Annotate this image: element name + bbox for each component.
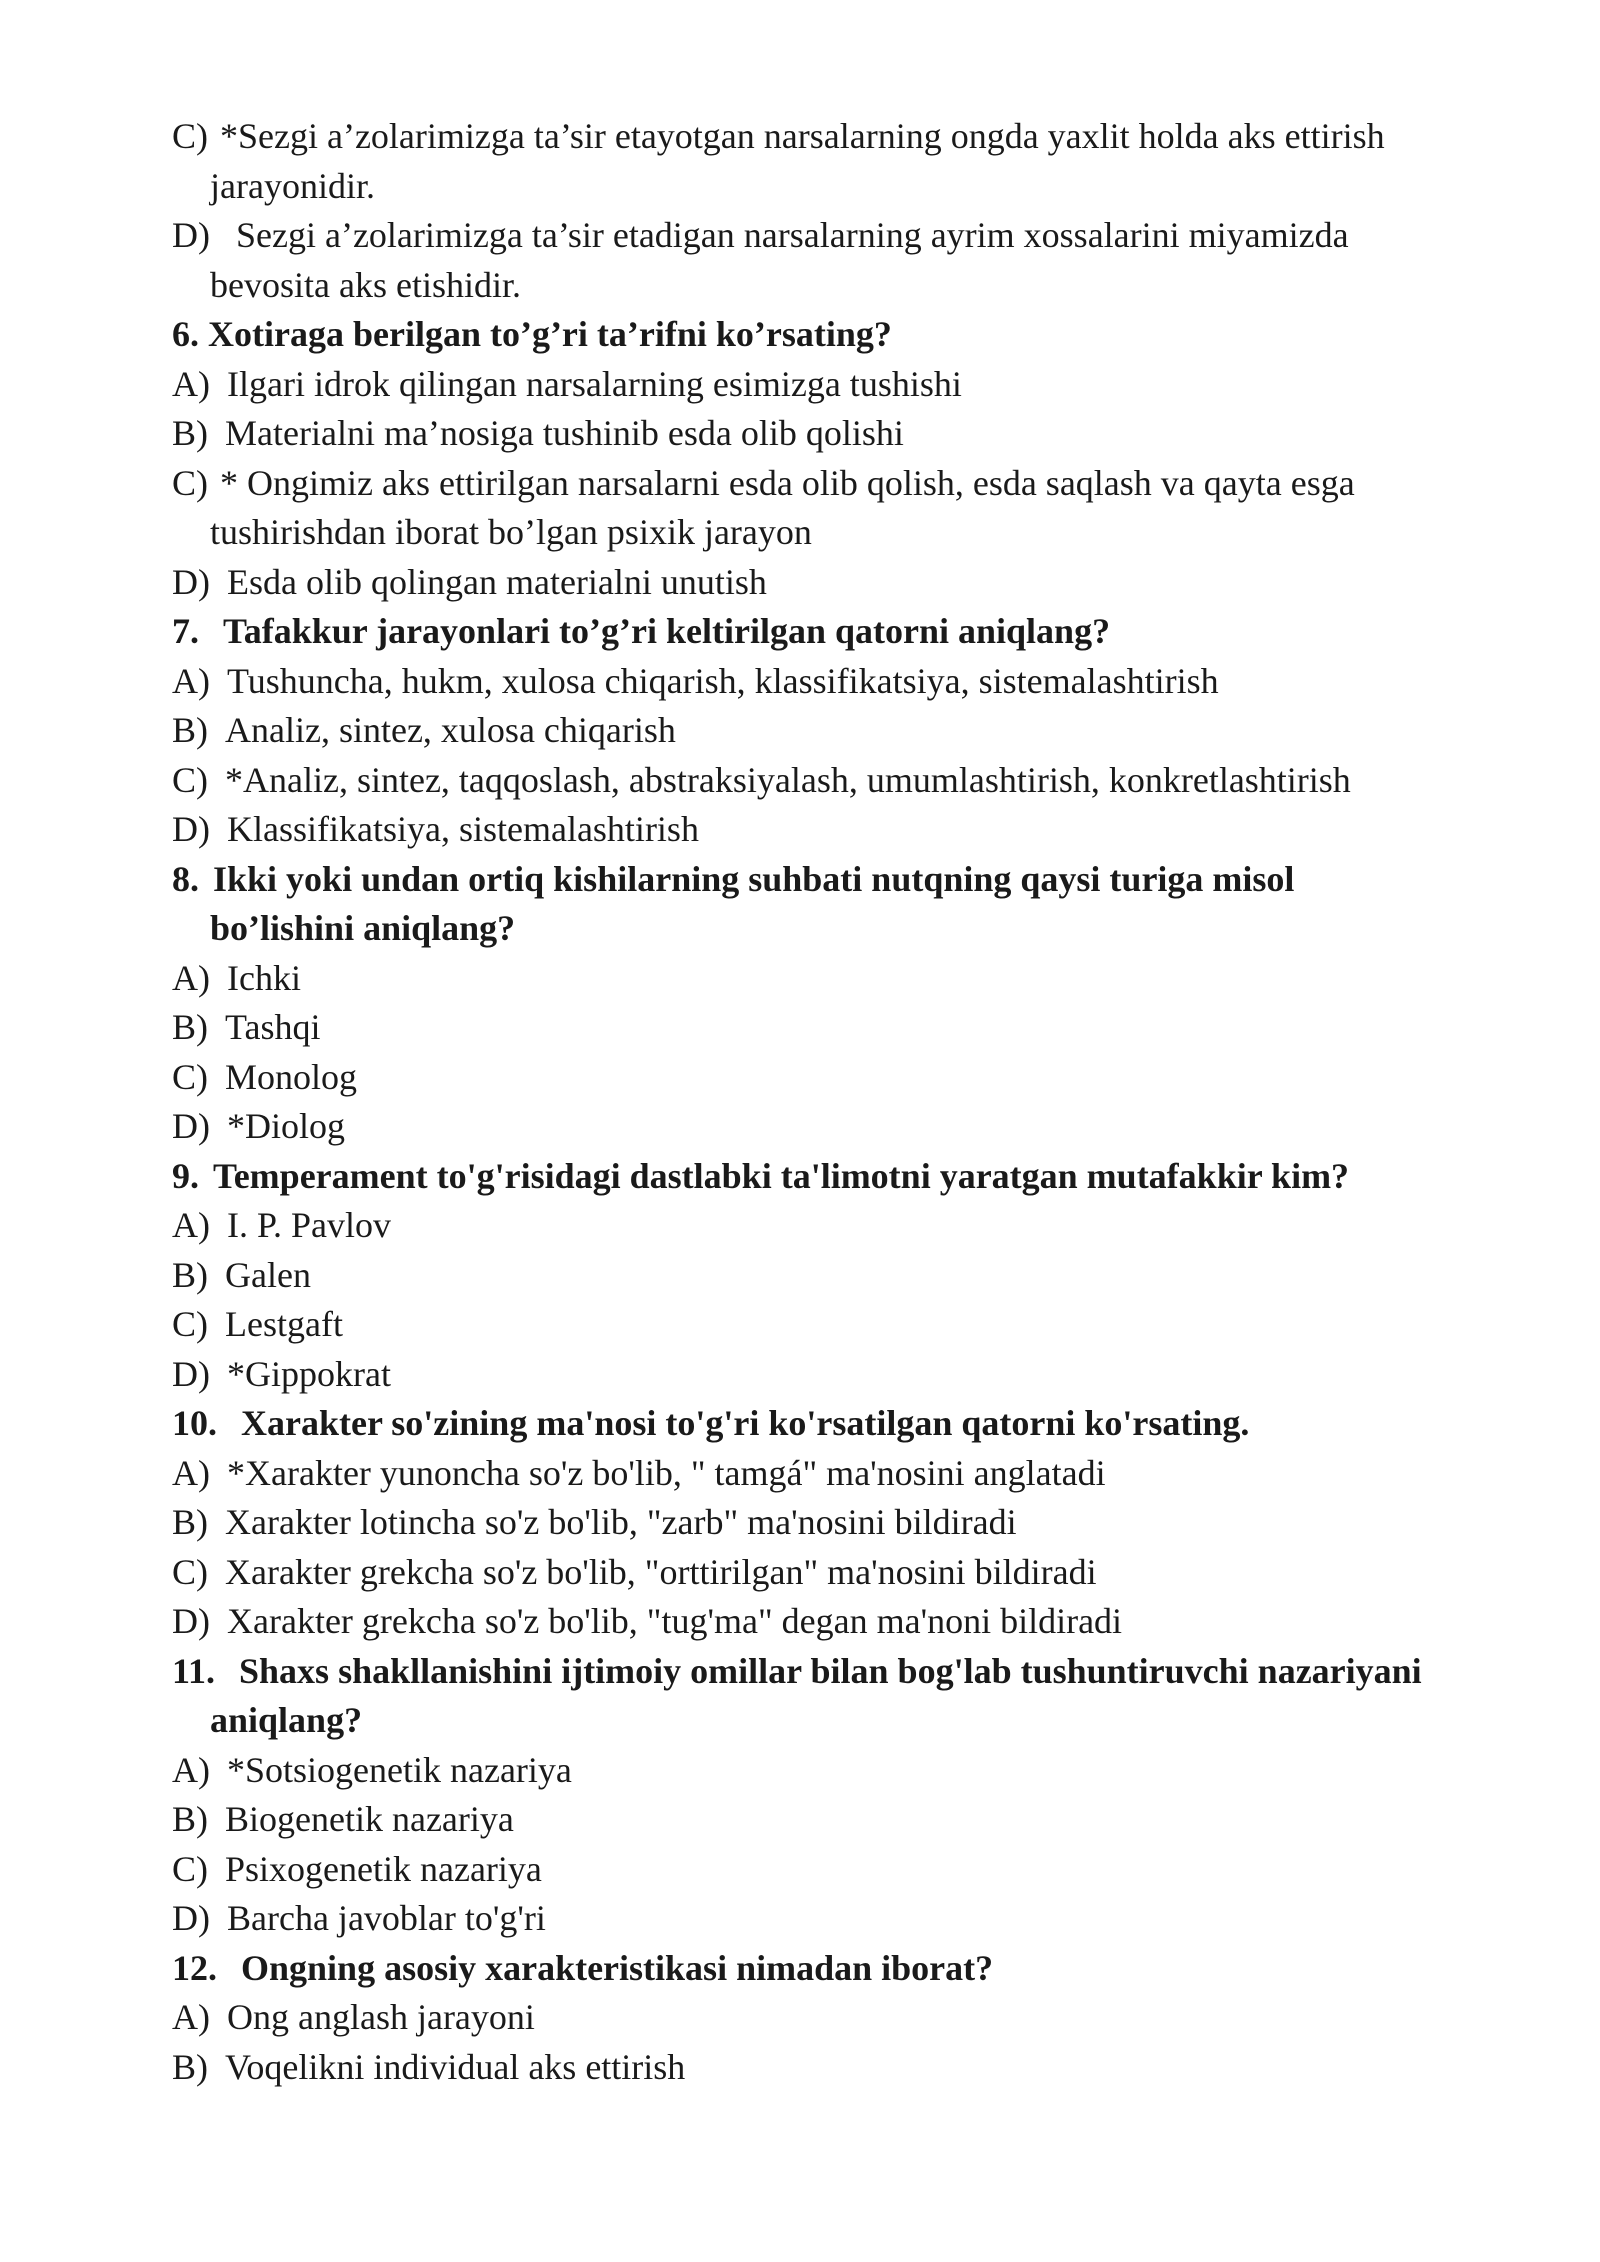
option-text: Galen bbox=[225, 1254, 311, 1295]
option-letter: C) bbox=[172, 462, 208, 503]
answer-option-12a bbox=[172, 1993, 1492, 2043]
option-letter: A) bbox=[172, 1205, 210, 1245]
question-11-cont: aniqlang? bbox=[210, 1700, 363, 1740]
question-text: Ongning asosiy xarakteristikasi nimadan iborat? bbox=[241, 1947, 994, 1988]
option-letter: A) bbox=[172, 1997, 210, 2037]
option-letter: A) bbox=[172, 1749, 210, 1790]
answer-option-6a bbox=[172, 360, 1492, 410]
question-text: Xarakter so'zining ma'nosi to'g'ri ko'rsatilgan qatorni ko'rsating. bbox=[241, 1403, 1250, 1443]
answer-option-8a bbox=[172, 954, 1492, 1004]
option-text: *Xarakter yunoncha so'z bo'lib, " tamgá" ma'nosini anglatadi bbox=[227, 1452, 1106, 1493]
answer-option-10c bbox=[172, 1548, 1492, 1598]
option-text: *Diolog bbox=[227, 1106, 346, 1146]
question-number: 8. bbox=[172, 858, 199, 899]
question-7 bbox=[172, 607, 1492, 657]
question-number: 7. bbox=[172, 611, 199, 651]
option-letter: B) bbox=[172, 413, 208, 453]
option-letter: C) bbox=[172, 759, 208, 800]
option-text: * Ongimiz aks ettirilgan narsalarni esda olib qolish, esda saqlash va qayta esga bbox=[220, 462, 1355, 503]
option-text: Klassifikatsiya, sistemalashtirish bbox=[227, 809, 699, 849]
answer-option-9b bbox=[172, 1251, 1492, 1301]
answer-option-6c bbox=[172, 459, 1492, 509]
answer-option-10a bbox=[172, 1449, 1492, 1499]
answer-option-9a bbox=[172, 1201, 1492, 1251]
answer-option-9d bbox=[172, 1350, 1492, 1400]
option-text: Materialni ma’nosiga tushinib esda olib qolishi bbox=[225, 413, 904, 453]
option-text: Xarakter lotincha so'z bo'lib, "zarb" ma'nosini bildiradi bbox=[225, 1502, 1017, 1542]
option-letter: C) bbox=[172, 1551, 208, 1592]
answer-option-7a bbox=[172, 657, 1492, 707]
option-text: Tashqi bbox=[225, 1007, 321, 1047]
question-8 bbox=[172, 855, 1492, 905]
option-letter: C) bbox=[172, 1304, 208, 1344]
answer-option-5d-cont: bevosita aks etishidir. bbox=[210, 264, 521, 305]
option-text: Voqelikni individual aks ettirish bbox=[225, 2046, 686, 2087]
option-text: I. P. Pavlov bbox=[227, 1205, 392, 1245]
option-letter: C) bbox=[172, 1056, 208, 1097]
option-text: Esda olib qolingan materialni unutish bbox=[227, 561, 767, 602]
option-letter: B) bbox=[172, 1254, 208, 1295]
answer-option-5c-cont: jarayonidir. bbox=[210, 165, 375, 206]
option-letter: B) bbox=[172, 2046, 208, 2087]
option-letter: B) bbox=[172, 1007, 208, 1047]
option-letter: D) bbox=[172, 1898, 210, 1938]
option-text: *Gippokrat bbox=[227, 1353, 391, 1394]
answer-option-11c bbox=[172, 1845, 1492, 1895]
option-letter: D) bbox=[172, 1601, 210, 1641]
option-letter: C) bbox=[172, 116, 208, 156]
option-text: Ichki bbox=[227, 957, 301, 998]
option-letter: D) bbox=[172, 1353, 210, 1394]
question-list bbox=[172, 112, 1492, 2092]
option-letter: D) bbox=[172, 809, 210, 849]
answer-option-11b bbox=[172, 1795, 1492, 1845]
answer-option-8d bbox=[172, 1102, 1492, 1152]
answer-option-11a bbox=[172, 1746, 1492, 1796]
option-text: *Analiz, sintez, taqqoslash, abstraksiyalash, umumlashtirish, konkretlashtirish bbox=[225, 759, 1351, 800]
option-letter: A) bbox=[172, 1452, 210, 1493]
question-number: 9. bbox=[172, 1155, 199, 1196]
answer-option-7d bbox=[172, 805, 1492, 855]
question-text: Temperament to'g'risidagi dastlabki ta'limotni yaratgan mutafakkir kim? bbox=[213, 1155, 1350, 1196]
answer-option-5c bbox=[172, 112, 1492, 162]
question-number: 11. bbox=[172, 1650, 216, 1691]
question-number: 12. bbox=[172, 1947, 217, 1988]
question-12 bbox=[172, 1944, 1492, 1994]
option-letter: B) bbox=[172, 1502, 208, 1542]
option-text: Ilgari idrok qilingan narsalarning esimizga tushishi bbox=[227, 363, 962, 404]
option-text: *Sotsiogenetik nazariya bbox=[227, 1749, 572, 1790]
question-text: Tafakkur jarayonlari to’g’ri keltirilgan qatorni aniqlang? bbox=[223, 611, 1111, 651]
option-letter: B) bbox=[172, 1799, 208, 1839]
question-8-cont: bo’lishini aniqlang? bbox=[210, 908, 516, 948]
answer-option-8b bbox=[172, 1003, 1492, 1053]
option-text: Xarakter grekcha so'z bo'lib, "orttirilgan" ma'nosini bildiradi bbox=[225, 1551, 1097, 1592]
option-text: Monolog bbox=[225, 1056, 358, 1097]
option-letter: A) bbox=[172, 957, 210, 998]
option-letter: A) bbox=[172, 660, 210, 701]
answer-option-6b bbox=[172, 409, 1492, 459]
question-6: 6. Xotiraga berilgan to’g’ri ta’rifni ko’rsating? bbox=[172, 314, 892, 354]
option-text: Tushuncha, hukm, xulosa chiqarish, klassifikatsiya, sistemalashtirish bbox=[227, 660, 1219, 701]
option-text: Psixogenetik nazariya bbox=[225, 1848, 542, 1889]
option-letter: D) bbox=[172, 1106, 210, 1146]
answer-option-9c bbox=[172, 1300, 1492, 1350]
option-letter: A) bbox=[172, 363, 210, 404]
question-text: Ikki yoki undan ortiq kishilarning suhbati nutqning qaysi turiga misol bbox=[213, 858, 1295, 899]
option-text: Analiz, sintez, xulosa chiqarish bbox=[225, 710, 676, 750]
answer-option-7c bbox=[172, 756, 1492, 806]
option-letter: D) bbox=[172, 561, 210, 602]
question-text: Shaxs shakllanishini ijtimoiy omillar bilan bog'lab tushuntiruvchi nazariyani bbox=[239, 1650, 1422, 1691]
question-number: 10. bbox=[172, 1403, 217, 1443]
option-text: Biogenetik nazariya bbox=[225, 1799, 514, 1839]
question-10 bbox=[172, 1399, 1492, 1449]
option-text: Sezgi a’zolarimizga ta’sir etadigan narsalarning ayrim xossalarini miyamizda bbox=[236, 215, 1349, 255]
answer-option-6c-cont: tushirishdan iborat bo’lgan psixik jarayon bbox=[210, 512, 812, 552]
answer-option-11d bbox=[172, 1894, 1492, 1944]
answer-option-6d bbox=[172, 558, 1492, 608]
option-letter: C) bbox=[172, 1848, 208, 1889]
question-9 bbox=[172, 1152, 1492, 1202]
option-text: *Sezgi a’zolarimizga ta’sir etayotgan narsalarning ongda yaxlit holda aks ettirish bbox=[220, 116, 1385, 156]
option-text: Xarakter grekcha so'z bo'lib, "tug'ma" degan ma'noni bildiradi bbox=[227, 1601, 1123, 1641]
option-text: Ong anglash jarayoni bbox=[227, 1997, 535, 2037]
answer-option-5d bbox=[172, 211, 1492, 261]
option-letter: B) bbox=[172, 710, 208, 750]
answer-option-7b bbox=[172, 706, 1492, 756]
option-text: Barcha javoblar to'g'ri bbox=[227, 1898, 546, 1938]
answer-option-10d bbox=[172, 1597, 1492, 1647]
question-11 bbox=[172, 1647, 1492, 1697]
answer-option-12b bbox=[172, 2043, 1492, 2093]
option-letter: D) bbox=[172, 215, 210, 255]
option-text: Lestgaft bbox=[225, 1304, 343, 1344]
answer-option-8c bbox=[172, 1053, 1492, 1103]
answer-option-10b bbox=[172, 1498, 1492, 1548]
